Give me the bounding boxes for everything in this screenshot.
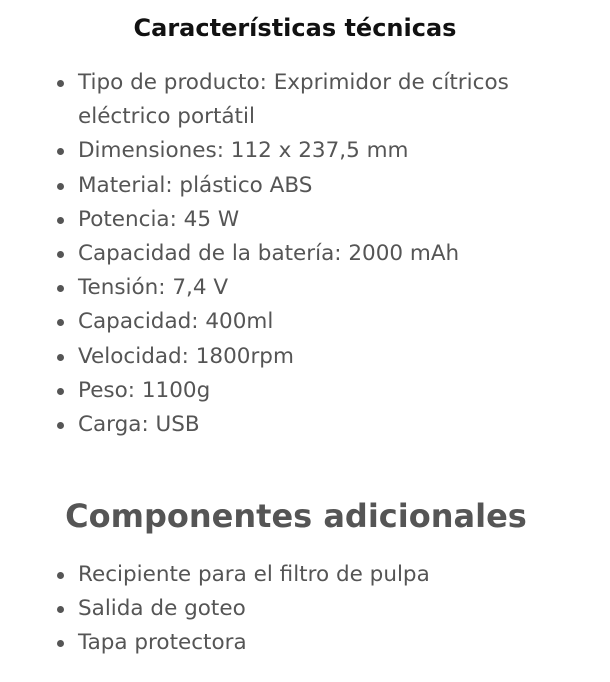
list-item-text: Material: plástico ABS xyxy=(78,172,313,198)
list-item-text: Salida de goteo xyxy=(78,596,246,622)
components-list xyxy=(56,558,586,661)
list-item xyxy=(56,169,586,203)
list-item-text: Carga: USB xyxy=(78,412,200,438)
bullet-icon xyxy=(57,148,64,155)
bullet-icon xyxy=(57,319,64,326)
list-item-text: Dimensiones: 112 x 237,5 mm xyxy=(78,138,409,164)
bullet-icon xyxy=(57,183,64,190)
list-item-text: Tipo de producto: Exprimidor de cítricos eléctrico portátil xyxy=(78,70,509,130)
list-item xyxy=(56,237,586,271)
list-item xyxy=(56,305,586,339)
list-item xyxy=(56,340,586,374)
specs-list xyxy=(56,66,586,442)
list-item xyxy=(56,271,586,305)
list-item-text: Peso: 1100g xyxy=(78,377,211,403)
list-item xyxy=(56,626,586,660)
list-item-text: Capacidad de la batería: 2000 mAh xyxy=(78,241,460,267)
bullet-icon xyxy=(57,388,64,395)
section-title-components: Componentes adicionales xyxy=(65,497,527,535)
bullet-icon xyxy=(57,572,64,579)
list-item-text: Recipiente para el filtro de pulpa xyxy=(78,562,430,587)
list-item xyxy=(56,66,586,134)
bullet-icon xyxy=(57,80,64,87)
list-item-text: Potencia: 45 W xyxy=(78,206,240,232)
list-item xyxy=(56,408,586,442)
bullet-icon xyxy=(57,606,64,613)
list-item-text: Tapa protectora xyxy=(78,630,247,656)
bullet-icon xyxy=(57,640,64,647)
bullet-icon xyxy=(57,285,64,292)
list-item-text: Tensión: 7,4 V xyxy=(78,275,229,301)
bullet-icon xyxy=(57,354,64,361)
list-item xyxy=(56,558,586,592)
list-item xyxy=(56,374,586,408)
list-item xyxy=(56,134,586,168)
list-item-text: Velocidad: 1800rpm xyxy=(78,343,294,369)
bullet-icon xyxy=(57,251,64,258)
list-item xyxy=(56,592,586,626)
list-item xyxy=(56,203,586,237)
bullet-icon xyxy=(57,217,64,224)
list-item-text: Capacidad: 400ml xyxy=(78,309,274,335)
bullet-icon xyxy=(57,422,64,429)
section-title-specs: Características técnicas xyxy=(133,14,457,42)
